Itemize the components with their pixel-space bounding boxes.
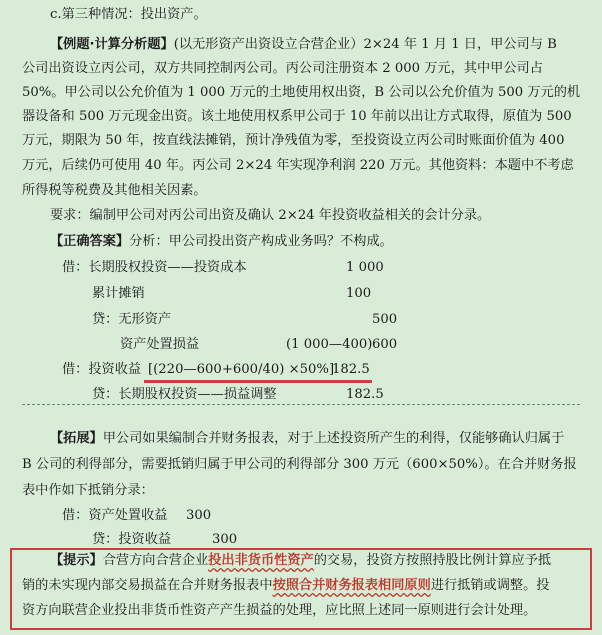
extension-line-3: 表中作如下抵销分录： bbox=[22, 483, 154, 498]
entry-label: 借：长期股权投资——投资成本 bbox=[62, 260, 247, 275]
entry-label: 贷：投资收益 bbox=[92, 532, 172, 547]
entry-label: 贷：无形资产 bbox=[92, 312, 172, 327]
example-tag: 【例题·计算分析题】 bbox=[50, 37, 174, 52]
entry-label: 资产处置损益 bbox=[120, 337, 200, 352]
dashed-divider bbox=[22, 404, 580, 405]
example-line-6: 万元，后续仍可使用 40 年。丙公司 2×24 年实现净利润 220 万元。其他资料：本题中不考虑 bbox=[22, 158, 574, 173]
emphasis-underline bbox=[144, 380, 372, 383]
entry-amount: 300 bbox=[186, 508, 212, 523]
example-line-7: 所得税等税费及其他相关因素。 bbox=[22, 183, 207, 198]
entry-label: 借：资产处置收益 bbox=[62, 508, 168, 523]
example-line-3: 50%。甲公司以公允价值为 1 000 万元的土地使用权出资，B 公司以公允价值为 500 万元的机 bbox=[22, 85, 581, 100]
answer-tag: 【正确答案】 bbox=[50, 234, 130, 249]
example-line-4: 器设备和 500 万元现金出资。该土地使用权系甲公司于 10 年前以出让方式取得，原值为 500 bbox=[22, 109, 572, 124]
answer-analysis: 分析：甲公司投出资产构成业务吗？不构成。 bbox=[129, 234, 393, 249]
hint-text: 合营方向合营企业 bbox=[102, 553, 209, 568]
entry-formula: (1 000—400) bbox=[286, 337, 373, 352]
hint-text: 销的未实现内部交易损益在合并财务报表中 bbox=[22, 578, 273, 593]
example-line-1 bbox=[50, 34, 557, 56]
entry-formula: [(220—600+600/40) ×50%] bbox=[148, 362, 335, 377]
requirement: 要求：编制甲公司对丙公司出资及确认 2×24 年投资收益相关的会计分录。 bbox=[50, 208, 491, 223]
hint-emphasis: 按照合并财务报表相同原则 bbox=[272, 578, 431, 593]
entry-amount: 1 000 bbox=[346, 260, 384, 275]
hint-line-3: 资方向联营企业投出非货币性资产产生损益的处理，应比照上述同一原则进行会计处理。 bbox=[22, 603, 537, 618]
example-text: (以无形资产出资设立合营企业）2×24 年 1 月 1 日，甲公司与 B bbox=[173, 37, 557, 52]
answer-heading bbox=[50, 231, 393, 253]
entry-amount: 182.5 bbox=[332, 362, 370, 377]
hint-line-2 bbox=[22, 575, 550, 597]
hint-tag: 【提示】 bbox=[50, 553, 103, 568]
entry-amount: 300 bbox=[212, 532, 238, 547]
extension-line-1 bbox=[50, 428, 564, 450]
entry-label: 借：投资收益 bbox=[62, 362, 142, 377]
extension-line-2: B 公司的利得部分，需要抵销归属于甲公司的利得部分 300 万元（600×50%）。在合并财务报 bbox=[22, 457, 577, 472]
example-line-5: 万元，期限为 50 年，按直线法摊销，预计净残值为零，至投资设立丙公司时账面价值为 400 bbox=[22, 133, 565, 148]
hint-text: 的交易，投资方按照持股比例计算应予抵 bbox=[313, 553, 552, 568]
extension-tag: 【拓展】 bbox=[50, 431, 103, 446]
section-title: c.第三种情况：投出资产。 bbox=[50, 7, 207, 22]
hint-emphasis: 投出非货币性资产 bbox=[208, 553, 314, 568]
entry-amount: 600 bbox=[372, 337, 398, 352]
entry-amount: 182.5 bbox=[346, 387, 384, 402]
hint-text: 进行抵销或调整。投 bbox=[430, 578, 550, 593]
entry-amount: 500 bbox=[372, 312, 398, 327]
entry-label: 累计摊销 bbox=[92, 286, 145, 301]
extension-text: 甲公司如果编制合并财务报表，对于上述投资所产生的利得，仅能够确认归属于 bbox=[102, 431, 565, 446]
example-line-2: 公司出资设立丙公司，双方共同控制丙公司。丙公司注册资本 2 000 万元，其中甲公司占 bbox=[22, 61, 543, 76]
entry-amount: 100 bbox=[346, 286, 372, 301]
entry-label: 贷：长期股权投资——损益调整 bbox=[92, 387, 277, 402]
hint-line-1 bbox=[50, 550, 551, 572]
